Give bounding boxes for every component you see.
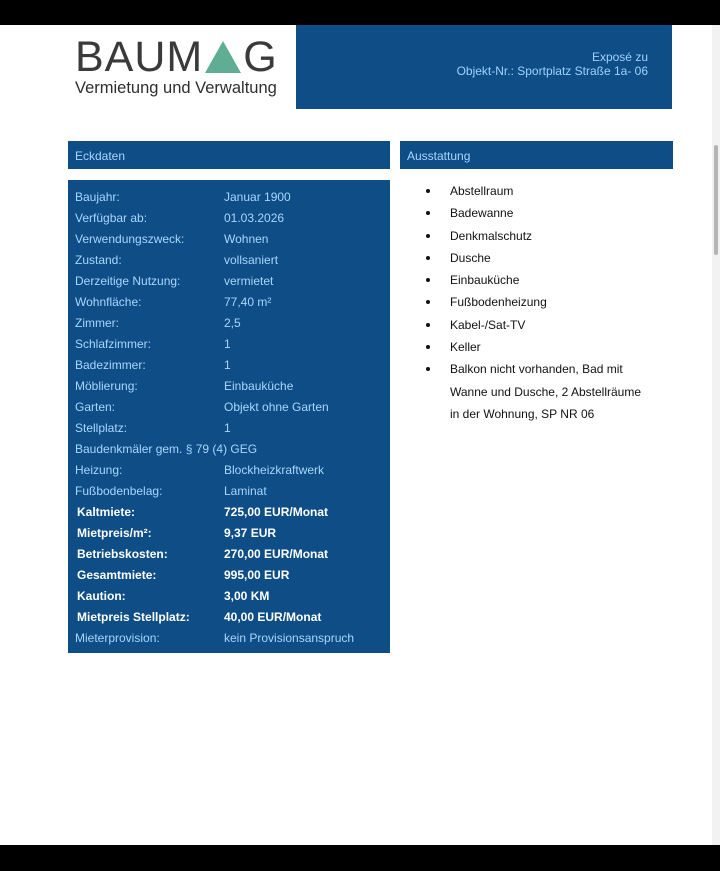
eckdaten-key: Betriebskosten: bbox=[77, 547, 168, 561]
header-object-number: Objekt-Nr.: Sportplatz Straße 1a- 06 bbox=[456, 64, 648, 78]
eckdaten-key: Kaution: bbox=[77, 589, 126, 603]
expose-page bbox=[0, 25, 712, 845]
eckdaten-key: Badezimmer: bbox=[75, 358, 146, 372]
ausstattung-item bbox=[426, 314, 676, 336]
eckdaten-row bbox=[75, 505, 385, 526]
eckdaten-key: Fußbodenbelag: bbox=[75, 484, 163, 498]
eckdaten-value: Blockheizkraftwerk bbox=[224, 463, 325, 477]
eckdaten-row bbox=[75, 379, 385, 400]
eckdaten-row bbox=[75, 442, 385, 463]
ausstattung-item bbox=[426, 336, 676, 358]
baumag-logo bbox=[75, 35, 290, 98]
eckdaten-value: 1 bbox=[224, 358, 231, 372]
eckdaten-value: 2,5 bbox=[224, 316, 241, 330]
eckdaten-key: Stellplatz: bbox=[75, 421, 128, 435]
eckdaten-key: Schlafzimmer: bbox=[75, 337, 152, 351]
bullet-icon bbox=[426, 234, 430, 238]
eckdaten-key: Kaltmiete: bbox=[77, 505, 136, 519]
ausstattung-item bbox=[426, 180, 676, 202]
scrollbar-thumb[interactable] bbox=[714, 145, 718, 255]
eckdaten-value: 725,00 EUR/Monat bbox=[224, 505, 329, 519]
logo-wordmark: BAUM G bbox=[75, 33, 278, 81]
eckdaten-row bbox=[75, 631, 385, 652]
eckdaten-row bbox=[75, 526, 385, 547]
ausstattung-item bbox=[426, 269, 676, 291]
ausstattung-item-label: Denkmalschutz bbox=[450, 228, 533, 243]
eckdaten-heading: Eckdaten bbox=[68, 141, 390, 169]
eckdaten-row bbox=[75, 484, 385, 505]
eckdaten-key: Zustand: bbox=[75, 253, 122, 267]
eckdaten-row bbox=[75, 232, 385, 253]
ausstattung-item-label: Einbauküche bbox=[450, 273, 520, 288]
ausstattung-item bbox=[426, 247, 676, 269]
eckdaten-value: kein Provisionsanspruch bbox=[224, 631, 355, 645]
bullet-icon bbox=[426, 300, 430, 304]
eckdaten-key: Mietpreis/m²: bbox=[77, 526, 152, 540]
eckdaten-row bbox=[75, 547, 385, 568]
eckdaten-key: Gesamtmiete: bbox=[77, 568, 157, 582]
ausstattung-item bbox=[426, 291, 676, 313]
ausstattung-item bbox=[426, 225, 676, 247]
ausstattung-item-label: Kabel-/Sat-TV bbox=[450, 317, 526, 332]
eckdaten-row bbox=[75, 337, 385, 358]
eckdaten-row bbox=[75, 253, 385, 274]
eckdaten-value: 270,00 EUR/Monat bbox=[224, 547, 329, 561]
ausstattung-note bbox=[426, 358, 676, 425]
eckdaten-value: 77,40 m² bbox=[224, 295, 272, 309]
eckdaten-key: Mietpreis Stellplatz: bbox=[77, 610, 190, 624]
bullet-icon bbox=[426, 211, 430, 215]
eckdaten-key: Verfügbar ab: bbox=[75, 211, 148, 225]
eckdaten-row bbox=[75, 568, 385, 589]
eckdaten-key: Heizung: bbox=[75, 463, 123, 477]
eckdaten-row bbox=[75, 400, 385, 421]
eckdaten-row bbox=[75, 295, 385, 316]
scrollbar[interactable] bbox=[712, 25, 720, 845]
eckdaten-value: vollsaniert bbox=[224, 253, 279, 267]
eckdaten-row bbox=[75, 190, 385, 211]
eckdaten-row bbox=[75, 463, 385, 484]
logo-subtitle: Vermietung und Verwaltung bbox=[75, 79, 277, 97]
eckdaten-row bbox=[75, 421, 385, 442]
bullet-icon bbox=[426, 256, 430, 260]
eckdaten-value: Januar 1900 bbox=[224, 190, 291, 204]
eckdaten-value: 995,00 EUR bbox=[224, 568, 290, 582]
eckdaten-key: Wohnfläche: bbox=[75, 295, 142, 309]
ausstattung-heading: Ausstattung bbox=[400, 141, 673, 169]
ausstattung-note-line: Balkon nicht vorhanden, Bad mit bbox=[450, 362, 623, 377]
bullet-icon bbox=[426, 345, 430, 349]
ausstattung-list bbox=[426, 180, 676, 425]
bullet-icon bbox=[426, 323, 430, 327]
ausstattung-note-line: Wanne und Dusche, 2 Abstellräume bbox=[450, 384, 641, 399]
eckdaten-key: Baujahr: bbox=[75, 190, 120, 204]
eckdaten-key: Baudenkmäler gem. § 79 (4) GEG bbox=[75, 442, 258, 456]
eckdaten-key: Verwendungszweck: bbox=[75, 232, 185, 246]
eckdaten-value: Objekt ohne Garten bbox=[224, 400, 329, 414]
eckdaten-key: Möblierung: bbox=[75, 379, 138, 393]
eckdaten-row bbox=[75, 211, 385, 232]
ausstattung-item-label: Dusche bbox=[450, 250, 491, 265]
eckdaten-row bbox=[75, 610, 385, 631]
eckdaten-value: Einbauküche bbox=[224, 379, 294, 393]
bullet-icon bbox=[426, 278, 430, 282]
ausstattung-item-label: Badewanne bbox=[450, 206, 514, 221]
eckdaten-value: vermietet bbox=[224, 274, 274, 288]
bullet-icon bbox=[426, 189, 430, 193]
eckdaten-value: 9,37 EUR bbox=[224, 526, 277, 540]
ausstattung-item bbox=[426, 202, 676, 224]
ausstattung-item-label: Fußbodenheizung bbox=[450, 295, 547, 310]
eckdaten-key: Garten: bbox=[75, 400, 116, 414]
eckdaten-key: Mieterprovision: bbox=[75, 631, 160, 645]
eckdaten-row bbox=[75, 274, 385, 295]
ausstattung-note-line: in der Wohnung, SP NR 06 bbox=[450, 406, 595, 421]
eckdaten-key: Derzeitige Nutzung: bbox=[75, 274, 181, 288]
bullet-icon bbox=[426, 367, 430, 371]
eckdaten-value: 3,00 KM bbox=[224, 589, 270, 603]
eckdaten-row bbox=[75, 358, 385, 379]
eckdaten-value: 1 bbox=[224, 337, 231, 351]
eckdaten-value: 1 bbox=[224, 421, 231, 435]
logo-triangle-icon bbox=[204, 40, 242, 74]
header-expose-label: Exposé zu bbox=[591, 50, 648, 64]
eckdaten-value: 40,00 EUR/Monat bbox=[224, 610, 322, 624]
eckdaten-row bbox=[75, 589, 385, 610]
eckdaten-row bbox=[75, 316, 385, 337]
eckdaten-key: Zimmer: bbox=[75, 316, 119, 330]
ausstattung-item-label: Abstellraum bbox=[450, 184, 514, 198]
eckdaten-value: 01.03.2026 bbox=[224, 211, 285, 225]
expose-header bbox=[296, 25, 672, 109]
eckdaten-value: Wohnen bbox=[224, 232, 269, 246]
ausstattung-item-label: Keller bbox=[450, 340, 481, 355]
eckdaten-table bbox=[68, 180, 390, 653]
eckdaten-value: Laminat bbox=[224, 484, 267, 498]
